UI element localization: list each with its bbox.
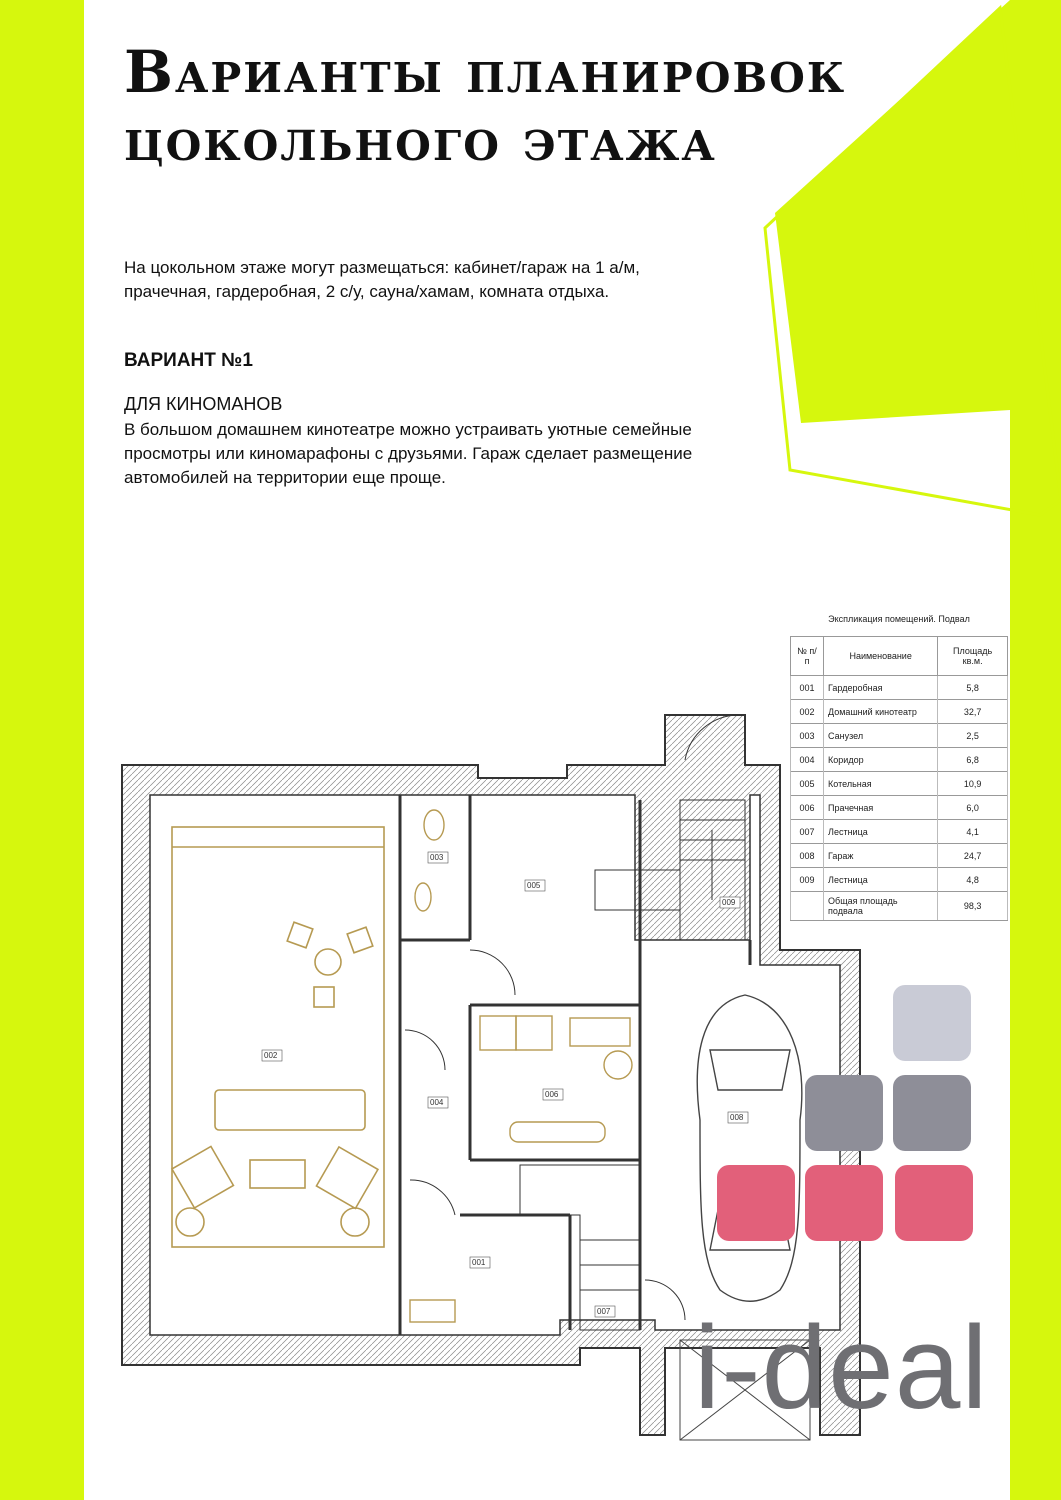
room-003-label: 003 [430, 853, 444, 862]
table-row [791, 700, 1008, 724]
variant-description: В большом домашнем кинотеатре можно устраивать уютные семейные просмотры или киномарафоны с друзьями. Гараж сделает размещение автомобилей на территории еще проще. [124, 420, 693, 487]
room-004-label: 004 [430, 1098, 444, 1107]
row-name: Котельная [824, 772, 938, 796]
row-name: Лестница [824, 820, 938, 844]
row-name: Лестница [824, 868, 938, 892]
square-pink-2 [805, 1165, 883, 1241]
total-label: Общая площадь подвала [824, 892, 938, 921]
row-area: 2,5 [938, 724, 1008, 748]
variant-subtitle: ДЛЯ КИНОМАНОВ [124, 394, 283, 414]
row-no: 004 [791, 748, 824, 772]
room-005-label: 005 [527, 881, 541, 890]
table-row [791, 676, 1008, 700]
row-area: 5,8 [938, 676, 1008, 700]
row-area: 6,8 [938, 748, 1008, 772]
square-pink-1 [717, 1165, 795, 1241]
row-name: Домашний кинотеатр [824, 700, 938, 724]
total-area: 98,3 [938, 892, 1008, 921]
page-title [124, 38, 846, 174]
decorative-squares [715, 985, 975, 1245]
row-name: Санузел [824, 724, 938, 748]
intro-text: На цокольном этаже могут размещаться: кабинет/гараж на 1 а/м, прачечная, гардеробная, 2 с/у, сауна/хамам, комната отдыха. [124, 258, 640, 301]
table-row [791, 844, 1008, 868]
row-area: 4,8 [938, 868, 1008, 892]
total-row [791, 892, 1008, 921]
row-no: 003 [791, 724, 824, 748]
title-line-1: Варианты планировок [124, 38, 847, 106]
explication-header-no: № п/п [791, 637, 824, 676]
row-name: Прачечная [824, 796, 938, 820]
square-pink-3 [895, 1165, 973, 1241]
room-009-label: 009 [722, 898, 736, 907]
square-mid-1 [805, 1075, 883, 1151]
room-007-label: 007 [597, 1307, 611, 1316]
table-row [791, 724, 1008, 748]
row-no: 005 [791, 772, 824, 796]
row-name: Гардеробная [824, 676, 938, 700]
explication-header-row [791, 637, 1008, 676]
room-006-label: 006 [545, 1090, 559, 1099]
explication-table [790, 636, 1008, 921]
table-row [791, 868, 1008, 892]
row-name: Гараж [824, 844, 938, 868]
row-area: 24,7 [938, 844, 1008, 868]
row-no: 009 [791, 868, 824, 892]
row-no: 006 [791, 796, 824, 820]
row-no: 008 [791, 844, 824, 868]
row-area: 4,1 [938, 820, 1008, 844]
square-light [893, 985, 971, 1061]
brand-logo: i-deal [694, 1302, 989, 1434]
row-no: 007 [791, 820, 824, 844]
explication-header-area: Площадь кв.м. [938, 637, 1008, 676]
table-row [791, 772, 1008, 796]
explication-caption: Экспликация помещений. Подвал [828, 614, 970, 624]
row-no: 002 [791, 700, 824, 724]
row-no: 001 [791, 676, 824, 700]
table-row [791, 820, 1008, 844]
explication-header-name: Наименование [824, 637, 938, 676]
variant-heading: ВАРИАНТ №1 [124, 350, 253, 371]
row-name: Коридор [824, 748, 938, 772]
square-mid-2 [893, 1075, 971, 1151]
row-area: 6,0 [938, 796, 1008, 820]
table-row [791, 748, 1008, 772]
table-row [791, 796, 1008, 820]
room-008-label: 008 [730, 1113, 744, 1122]
title-line-2: цокольного этажа [124, 106, 717, 174]
room-001-label: 001 [472, 1258, 486, 1267]
row-area: 10,9 [938, 772, 1008, 796]
room-002-label: 002 [264, 1051, 278, 1060]
row-area: 32,7 [938, 700, 1008, 724]
